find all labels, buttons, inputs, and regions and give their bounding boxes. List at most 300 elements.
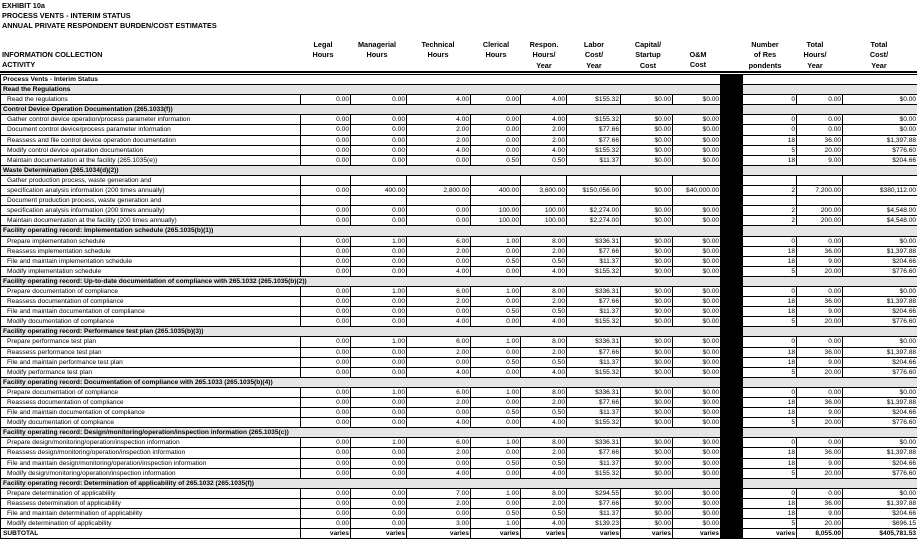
value-cell: $0.00 [621,509,673,519]
value-cell: 200.00 [797,216,843,226]
value-cell: 2.00 [521,297,567,307]
col-head-clerical [472,40,520,61]
value-cell: 0.00 [351,408,407,418]
col-head-line: Cost/ [869,50,889,60]
row-label: Reassess determination of applicability [1,498,301,508]
value-cell: $0.00 [673,488,721,498]
table-row [1,488,917,498]
value-cell: 0.00 [797,95,843,105]
value-cell: 36.00 [797,498,843,508]
value-cell: 0.00 [301,509,351,519]
value-cell: 2.00 [521,135,567,145]
value-cell: 0.00 [351,206,407,216]
value-cell: 0.00 [407,408,471,418]
value-cell: 4.00 [407,266,471,276]
value-cell: 4.00 [407,115,471,125]
value-cell: 18 [743,246,797,256]
separator-cell [721,246,743,256]
value-cell: 5 [743,418,797,428]
value-cell: 0.50 [471,307,521,317]
col-head-om [676,50,720,71]
value-cell: $0.00 [673,307,721,317]
value-cell: 5 [743,519,797,529]
value-cell: $155.32 [567,266,621,276]
col-head-line: Year [871,60,887,70]
section-title: Facility operating record: Performance test plan (265.1035(b)(3)) [1,327,721,337]
value-cell: 0.50 [471,357,521,367]
value-cell: 0.00 [301,398,351,408]
table-row [1,246,917,256]
blank-cell [743,226,917,236]
separator-cell [721,216,743,226]
value-cell: 0.00 [351,488,407,498]
table-row [1,286,917,296]
value-cell: $77.66 [567,347,621,357]
report-subtitle: ANNUAL PRIVATE RESPONDENT BURDEN/COST ESTIMATES [2,21,217,30]
value-cell: 20.00 [797,317,843,327]
value-cell: $0.00 [621,519,673,529]
value-cell: 9.00 [797,357,843,367]
separator-cell [721,387,743,397]
row-label: Prepare documentation of compliance [1,286,301,296]
value-cell: 0.00 [301,488,351,498]
value-cell: $155.32 [567,367,621,377]
value-cell: $4,548.00 [843,216,917,226]
value-cell: $776.60 [843,418,917,428]
value-cell: 0.00 [407,206,471,216]
value-cell: 9.00 [797,408,843,418]
value-cell: 0.00 [301,297,351,307]
section-title: Waste Determination (265.1034(d)(2)) [1,165,721,175]
value-cell: 4.00 [521,519,567,529]
value-cell: $204.66 [843,307,917,317]
col-head-line: Startup [635,50,661,60]
value-cell: $0.00 [621,206,673,216]
row-label: Modify design/monitoring/operation/inspection information [1,468,301,478]
separator-cell [721,377,743,387]
value-cell: 0.50 [471,155,521,165]
separator-cell [721,347,743,357]
blank-cell [521,175,567,185]
separator-cell [721,135,743,145]
value-cell: $0.00 [621,347,673,357]
table-row [1,186,917,196]
value-cell: 0.00 [351,357,407,367]
value-cell: $0.00 [673,347,721,357]
table-row [1,266,917,276]
row-label: Gather production process, waste generation and [1,175,301,185]
value-cell: 0.00 [351,398,407,408]
value-cell: 0.00 [351,115,407,125]
value-cell: 0.00 [471,246,521,256]
blank-cell [407,196,471,206]
separator-cell [721,276,743,286]
value-cell: 0.00 [471,448,521,458]
value-cell: $204.66 [843,509,917,519]
value-cell: 1.00 [471,286,521,296]
value-cell: 0.00 [351,297,407,307]
separator-cell [721,256,743,266]
value-cell: 0.00 [407,509,471,519]
value-cell: 1.00 [351,236,407,246]
value-cell: $150,056.00 [567,186,621,196]
value-cell: $0.00 [621,216,673,226]
value-cell: 0.00 [471,135,521,145]
separator-cell [721,529,743,539]
value-cell: 0.00 [351,266,407,276]
col-head-activity-line: INFORMATION COLLECTION [2,50,103,59]
value-cell: $0.00 [843,115,917,125]
value-cell: 2.00 [407,448,471,458]
value-cell: $776.60 [843,266,917,276]
col-head-line: Technical [421,40,455,49]
value-cell: 0.00 [301,387,351,397]
value-cell: 0.00 [407,307,471,317]
table-row [1,448,917,458]
value-cell: $139.23 [567,519,621,529]
table-row [1,196,917,206]
value-cell: 0.00 [301,145,351,155]
col-head-line: Year [536,60,552,70]
value-cell: $2,274.00 [567,206,621,216]
exhibit-label: EXHIBIT 10a [2,1,45,10]
table-row [1,398,917,408]
value-cell: 4.00 [521,95,567,105]
value-cell: 0.00 [351,317,407,327]
value-cell: 20.00 [797,519,843,529]
value-cell: 4.00 [407,418,471,428]
table-row [1,155,917,165]
col-head-respon [522,40,566,71]
value-cell: 4.00 [521,468,567,478]
header-divider [0,71,917,73]
value-cell: $0.00 [673,398,721,408]
value-cell: 0.00 [471,145,521,155]
value-cell: 0.00 [301,468,351,478]
value-cell: 0.00 [301,458,351,468]
value-cell: $0.00 [621,398,673,408]
value-cell: $336.31 [567,236,621,246]
row-label: Modify implementation schedule [1,266,301,276]
value-cell: $0.00 [673,317,721,327]
subtotal-label: SUBTOTAL [1,529,301,539]
value-cell: 2.00 [407,347,471,357]
value-cell: $0.00 [673,458,721,468]
blank-cell [351,175,407,185]
separator-cell [721,327,743,337]
value-cell: 18 [743,256,797,266]
value-cell: $0.00 [673,256,721,266]
row-label: Modify documentation of compliance [1,418,301,428]
blank-cell [843,175,917,185]
table-row [1,145,917,155]
value-cell: $0.00 [673,145,721,155]
value-cell: $0.00 [843,236,917,246]
col-head-technical [410,40,466,61]
value-cell: 0.00 [351,468,407,478]
value-cell: 0 [743,125,797,135]
section-title: Facility operating record: Documentation of compliance with 265.1033 (265.1035(b)(4)) [1,377,721,387]
value-cell: $776.60 [843,468,917,478]
table-row [1,135,917,145]
blank-cell [743,196,797,206]
value-cell: $11.37 [567,509,621,519]
value-cell: $77.66 [567,297,621,307]
value-cell: $0.00 [843,286,917,296]
value-cell: 0.00 [351,216,407,226]
section-title: Facility operating record: Determination of applicability of 265.1032 (265.1035(f)) [1,478,721,488]
value-cell: $0.00 [621,337,673,347]
col-head-line: Cost [639,60,657,70]
value-cell: $336.31 [567,438,621,448]
blank-cell [407,175,471,185]
value-cell: $0.00 [843,488,917,498]
table-row [1,418,917,428]
value-cell: 0.00 [407,216,471,226]
value-cell: $0.00 [621,125,673,135]
value-cell: 0.00 [301,418,351,428]
row-label: File and maintain determination of applicability [1,509,301,519]
separator-cell [721,266,743,276]
separator-cell [721,206,743,216]
col-head-line: Managerial [357,40,397,49]
value-cell: 0.00 [301,135,351,145]
col-head-activity-line: ACTIVITY [2,60,36,70]
value-cell: 2.00 [407,297,471,307]
col-head-num-resp [742,40,788,71]
value-cell: 0 [743,337,797,347]
blank-cell [797,196,843,206]
value-cell: 0.00 [797,438,843,448]
value-cell: 400.00 [351,186,407,196]
col-head-managerial [350,40,404,61]
value-cell: 1.00 [351,438,407,448]
row-label: Prepare design/monitoring/operation/inspection information [1,438,301,448]
value-cell: $1,397.88 [843,297,917,307]
value-cell: 5 [743,145,797,155]
value-cell: 6.00 [407,337,471,347]
value-cell: 2 [743,216,797,226]
value-cell: 0.00 [797,286,843,296]
value-cell: $2,274.00 [567,216,621,226]
value-cell: $0.00 [673,246,721,256]
value-cell: 0.00 [301,246,351,256]
separator-cell [721,468,743,478]
table-row [1,519,917,529]
value-cell: varies [471,529,521,539]
value-cell: $0.00 [673,115,721,125]
row-label: Modify determination of applicability [1,519,301,529]
value-cell: 0.00 [301,186,351,196]
value-cell: 0.00 [301,408,351,418]
col-head-capital [622,40,674,71]
row-label: Prepare documentation of compliance [1,387,301,397]
value-cell: $11.37 [567,408,621,418]
table-row [1,206,917,216]
blank-cell [621,175,673,185]
value-cell: 0.00 [301,519,351,529]
section-title: Facility operating record: Design/monitoring/operation/inspection information (265.1035(c)) [1,428,721,438]
blank-cell [567,175,621,185]
col-head-line: Hours [312,50,334,60]
value-cell: $0.00 [621,135,673,145]
value-cell: 18 [743,509,797,519]
row-label: File and maintain documentation of compliance [1,307,301,317]
value-cell: 18 [743,458,797,468]
value-cell: $0.00 [621,408,673,418]
table-row [1,75,917,85]
value-cell: 0.00 [351,125,407,135]
blank-cell [301,196,351,206]
blank-cell [843,196,917,206]
value-cell: $0.00 [621,236,673,246]
blank-cell [743,105,917,115]
value-cell: 100.00 [471,206,521,216]
value-cell: $11.37 [567,155,621,165]
separator-cell [721,175,743,185]
blank-cell [743,75,917,85]
value-cell: $0.00 [673,387,721,397]
value-cell: $155.32 [567,145,621,155]
value-cell: 0.00 [351,519,407,529]
value-cell: $1,397.88 [843,398,917,408]
value-cell: 3,600.00 [521,186,567,196]
value-cell: 0.00 [471,95,521,105]
col-head-line: of Res [753,50,777,60]
value-cell: 18 [743,498,797,508]
value-cell: 4.00 [407,367,471,377]
separator-cell [721,125,743,135]
value-cell: 1.00 [471,488,521,498]
value-cell: $4,548.00 [843,206,917,216]
value-cell: 20.00 [797,266,843,276]
value-cell: 4.00 [521,418,567,428]
value-cell: 0.00 [301,286,351,296]
value-cell: 4.00 [521,317,567,327]
blank-cell [743,276,917,286]
value-cell: 0.00 [301,448,351,458]
separator-cell [721,85,743,95]
value-cell: $776.60 [843,145,917,155]
separator-cell [721,226,743,236]
value-cell: 6.00 [407,387,471,397]
separator-cell [721,408,743,418]
value-cell: 0.00 [471,498,521,508]
value-cell: $0.00 [673,438,721,448]
blank-cell [301,175,351,185]
section-header-row [1,428,917,438]
value-cell: $696.15 [843,519,917,529]
row-label: Reassess performance test plan [1,347,301,357]
value-cell: $0.00 [621,266,673,276]
table-row [1,337,917,347]
value-cell: 0.00 [301,216,351,226]
col-head-line: Total [806,40,824,49]
value-cell: 18 [743,135,797,145]
separator-cell [721,307,743,317]
table-row [1,498,917,508]
separator-cell [721,297,743,307]
value-cell: $0.00 [621,488,673,498]
value-cell: 18 [743,155,797,165]
col-head-total-hours [790,40,840,71]
value-cell: $0.00 [673,468,721,478]
col-head-line: Cost/ [584,50,604,60]
table-row [1,125,917,135]
value-cell: 36.00 [797,297,843,307]
row-label: Prepare implementation schedule [1,236,301,246]
separator-cell [721,418,743,428]
table-row [1,367,917,377]
value-cell: $0.00 [673,418,721,428]
blank-cell [743,165,917,175]
value-cell: 6.00 [407,286,471,296]
value-cell: 5 [743,367,797,377]
value-cell: 4.00 [521,115,567,125]
separator-cell [721,357,743,367]
value-cell: 4.00 [521,145,567,155]
value-cell: 0.50 [521,256,567,266]
value-cell: 2.00 [521,498,567,508]
value-cell: $0.00 [621,307,673,317]
value-cell: $0.00 [621,418,673,428]
value-cell: 20.00 [797,367,843,377]
value-cell: $0.00 [843,95,917,105]
value-cell: $155.32 [567,95,621,105]
value-cell: $0.00 [673,408,721,418]
value-cell: $1,397.88 [843,347,917,357]
value-cell: 0.50 [521,155,567,165]
value-cell: $77.66 [567,125,621,135]
value-cell: $0.00 [673,297,721,307]
blank-cell [743,175,797,185]
value-cell: 9.00 [797,509,843,519]
value-cell: 8.00 [521,337,567,347]
value-cell: 2,800.00 [407,186,471,196]
value-cell: 0.00 [797,125,843,135]
value-cell: 0 [743,236,797,246]
separator-cell [721,478,743,488]
separator-cell [721,75,743,85]
value-cell: $11.37 [567,307,621,317]
row-label: File and maintain documentation of compliance [1,408,301,418]
value-cell: $0.00 [621,155,673,165]
separator-cell [721,115,743,125]
value-cell: 0.00 [301,307,351,317]
table-row [1,509,917,519]
row-label: Prepare determination of applicability [1,488,301,498]
value-cell: 2 [743,206,797,216]
value-cell: 0.00 [301,438,351,448]
value-cell: 1.00 [351,387,407,397]
value-cell: $1,397.88 [843,135,917,145]
value-cell: 2.00 [521,448,567,458]
value-cell: 2.00 [407,398,471,408]
value-cell: 0.00 [471,468,521,478]
col-head-line: Year [807,60,823,70]
value-cell: 6.00 [407,438,471,448]
value-cell: 36.00 [797,347,843,357]
report-header [2,1,217,31]
value-cell: 0.00 [351,347,407,357]
separator-cell [721,458,743,468]
blank-cell [471,196,521,206]
value-cell: 18 [743,347,797,357]
value-cell: 0.00 [797,115,843,125]
value-cell: $0.00 [621,186,673,196]
separator-cell [721,428,743,438]
value-cell: 0.00 [471,125,521,135]
